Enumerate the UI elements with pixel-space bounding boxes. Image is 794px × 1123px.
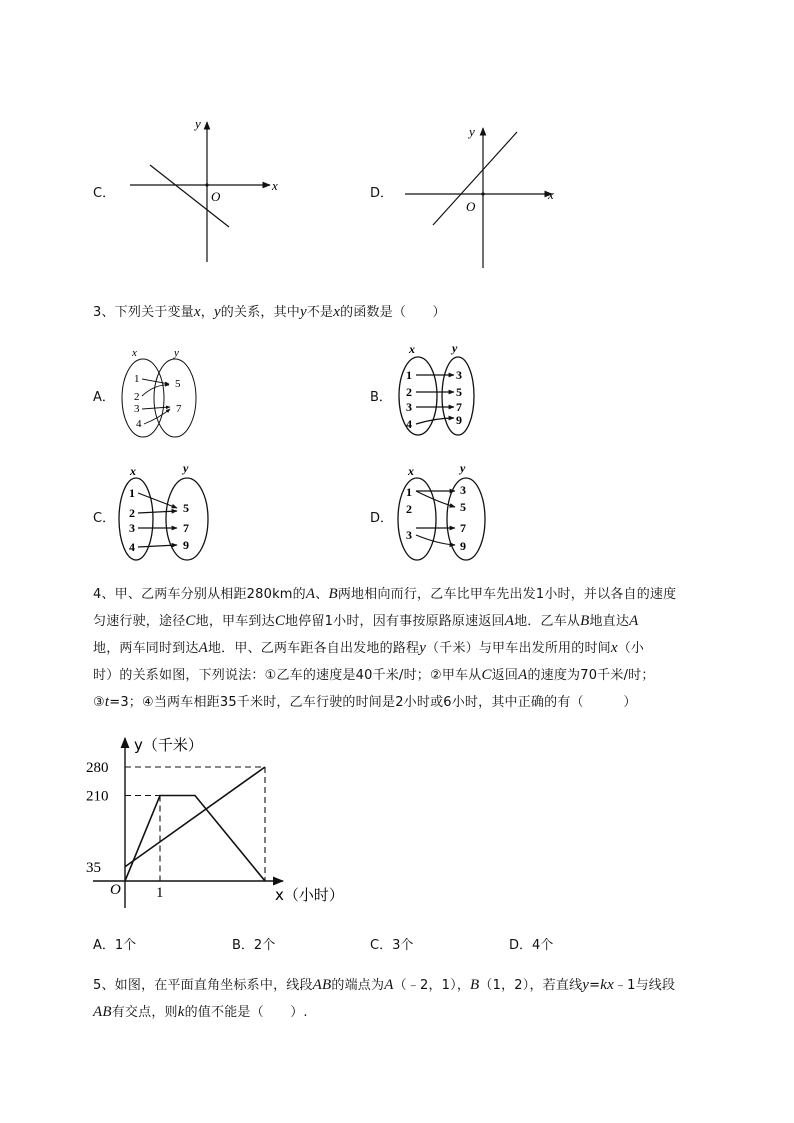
q3-option-a-mapping [115, 340, 205, 440]
q3-option-a-label[interactable]: A． [93, 390, 115, 405]
domain-value: 3 [134, 403, 140, 415]
q5-text: （﹣2，1）， [393, 978, 471, 993]
q5-var: A [384, 977, 394, 993]
series-line-car-b [125, 767, 265, 867]
range-value: 9 [460, 539, 466, 553]
domain-value: 1 [129, 486, 135, 500]
y-tick-label: 280 [86, 760, 109, 776]
q4-line-5 [93, 689, 676, 716]
q3-option-b-mapping [392, 340, 487, 440]
q4-answer-d[interactable]: D．4个 [509, 938, 554, 953]
q4-text: 地直达 [589, 614, 630, 629]
domain-value: 4 [129, 540, 135, 554]
q4-text: （千米）与甲车出发所用的时间 [426, 641, 611, 656]
q4-var: C [481, 667, 492, 683]
q4-var: A [504, 613, 515, 629]
q3-var: x [333, 304, 341, 320]
domain-value: 4 [136, 418, 142, 430]
q3-stem-text: 3、下列关于变量 [93, 305, 194, 320]
q4-var: B [580, 613, 590, 629]
q4-text: 返回 [491, 668, 519, 683]
q4-answer-c[interactable]: C．3个 [370, 938, 414, 953]
q4-text: 、 [315, 587, 329, 602]
q5-var: AB [93, 1004, 112, 1020]
q4-text: 地，两车同时到达 [93, 641, 199, 656]
mapping-arrow [416, 418, 454, 424]
q4-var: A [518, 667, 528, 683]
q2-option-d-label[interactable]: D． [370, 186, 394, 201]
q4-text: 地停留1小时，因有事按原路原速返回 [285, 614, 505, 629]
y-tick-label: 210 [86, 788, 109, 805]
q4-text: 两地相向而行，乙车比甲车先出发1小时，并以各自的速度 [337, 587, 677, 602]
range-value: 5 [183, 501, 189, 515]
q4-var: A [305, 586, 316, 602]
q3-stem-text: ， [200, 305, 214, 320]
range-value: 7 [183, 521, 189, 535]
mapping-arrow [142, 385, 169, 396]
range-value: 9 [183, 538, 189, 552]
q4-text: 匀速行驶，途径 [93, 614, 186, 629]
q3-stem-text: 的函数是（ ） [340, 305, 446, 320]
q5-text: （1，2），若直线 [479, 978, 583, 993]
set-y-label: y [460, 461, 466, 475]
set-x-label: x [409, 342, 415, 356]
set-y-label: y [452, 341, 458, 355]
q3-option-c-mapping [115, 460, 215, 565]
domain-ellipse [398, 478, 436, 560]
q4-var: y [419, 640, 427, 656]
range-value: 9 [456, 413, 462, 427]
q4-text: ③ [93, 695, 105, 710]
q3-option-c-label[interactable]: C． [93, 511, 116, 526]
mapping-arrow [144, 409, 170, 424]
x-tick-label: 1 [156, 885, 164, 901]
q3-option-d-label[interactable]: D． [370, 511, 394, 526]
domain-value: 2 [129, 506, 135, 520]
domain-value: 3 [129, 521, 135, 535]
q5-text: ﹣1与线段 [613, 978, 676, 993]
range-value: 7 [176, 403, 182, 415]
q4-var: A [198, 640, 208, 656]
q4-answer-a[interactable]: A．1个 [93, 938, 137, 953]
set-x-label: x [408, 464, 414, 478]
domain-ellipse [122, 359, 164, 437]
q5-text: 有交点，则 [111, 1005, 178, 1020]
q2-option-c-graph [125, 110, 285, 270]
q4-text: 地．甲、乙两车距各自出发地的路程 [207, 641, 420, 656]
q4-text: 地．乙车从 [514, 614, 581, 629]
q4-text: =3；④当两车相距35千米时，乙车行驶的时间是2小时或6小时，其中正确的有（ ） [109, 695, 637, 710]
range-value: 3 [456, 368, 462, 382]
mapping-arrow [138, 493, 177, 508]
origin-dot [481, 192, 484, 195]
q4-line-2 [93, 608, 676, 635]
range-value: 5 [175, 378, 181, 390]
series-line-car-a [125, 796, 265, 882]
q4-line-3 [93, 635, 676, 662]
q4-answer-b[interactable]: B．2个 [232, 938, 276, 953]
domain-value: 2 [406, 502, 412, 516]
q3-var: y [213, 304, 221, 320]
set-y-label: y [183, 461, 189, 475]
domain-value: 3 [406, 400, 412, 414]
q3-stem-text: 不是 [306, 305, 334, 320]
q4-var: A [629, 613, 639, 629]
q5-line-2 [93, 999, 675, 1026]
range-value: 5 [456, 385, 462, 399]
y-axis-label: y（千米） [134, 736, 203, 754]
x-axis-label: x [548, 187, 554, 202]
domain-value: 3 [406, 528, 412, 542]
domain-value: 2 [406, 385, 412, 399]
q5-stem [93, 972, 675, 1026]
y-axis-label: y [469, 124, 475, 139]
x-axis-label: x [272, 178, 278, 193]
q4-text: （小 [617, 641, 645, 656]
q4-var: C [185, 613, 196, 629]
q4-text: 4、甲、乙两车分别从相距280km的 [93, 587, 306, 602]
range-ellipse [154, 359, 196, 437]
q4-text: 的速度为70千米/时； [527, 668, 655, 683]
y-tick-label: 35 [86, 859, 101, 876]
q4-text: 时）的关系如图，下列说法：①乙车的速度是40千米/时；②甲车从 [93, 668, 482, 683]
q4-distance-time-chart [85, 730, 375, 915]
q4-stem [93, 581, 676, 716]
q2-option-d-graph [400, 120, 565, 275]
origin-label: O [110, 882, 121, 898]
q5-var: B [470, 977, 480, 993]
q3-var: x [193, 304, 201, 320]
origin-label: O [211, 189, 221, 204]
domain-ellipse [119, 478, 153, 560]
domain-value: 4 [406, 417, 412, 431]
q4-var: x [610, 640, 618, 656]
q5-var: AB [312, 977, 332, 993]
set-y-label: y [174, 347, 179, 359]
range-value: 7 [460, 521, 466, 535]
q5-text: 的端点为 [331, 978, 385, 993]
q2-option-c-label[interactable]: C． [93, 186, 116, 201]
q5-var: kx [600, 977, 614, 993]
set-x-label: x [130, 464, 136, 478]
q3-option-b-label[interactable]: B． [370, 390, 392, 405]
range-value: 5 [460, 500, 466, 514]
domain-value: 1 [406, 485, 412, 499]
q3-option-d-mapping [392, 460, 492, 565]
origin-label: O [466, 199, 476, 214]
q5-var: k [177, 1004, 185, 1020]
q4-var: C [274, 613, 286, 629]
q4-text: 地，甲车到达 [195, 614, 275, 629]
q4-line-1 [93, 581, 676, 608]
q4-line-4 [93, 662, 676, 689]
x-axis-label: x（小时） [275, 886, 344, 904]
mapping-arrow [142, 407, 170, 409]
set-x-label: x [132, 347, 137, 359]
q3-stem [93, 299, 446, 326]
q5-text: 5、如图，在平面直角坐标系中，线段 [93, 978, 313, 993]
range-value: 3 [460, 483, 466, 497]
y-axis-label: y [195, 116, 201, 131]
q4-var: B [328, 586, 338, 602]
q5-var: y [582, 977, 590, 993]
range-ellipse [447, 478, 485, 560]
q3-stem-text: 的关系，其中 [220, 305, 300, 320]
q5-line-1 [93, 972, 675, 999]
range-value: 7 [456, 400, 462, 414]
q4-var: t [104, 694, 110, 710]
domain-value: 2 [134, 391, 140, 403]
mapping-arrow [138, 511, 177, 513]
domain-value: 1 [406, 368, 412, 382]
q5-text: 的值不能是（ ）. [184, 1005, 308, 1020]
q3-var: y [300, 304, 307, 320]
domain-value: 1 [134, 373, 140, 385]
origin-dot [205, 183, 208, 186]
q5-text: = [589, 978, 601, 993]
